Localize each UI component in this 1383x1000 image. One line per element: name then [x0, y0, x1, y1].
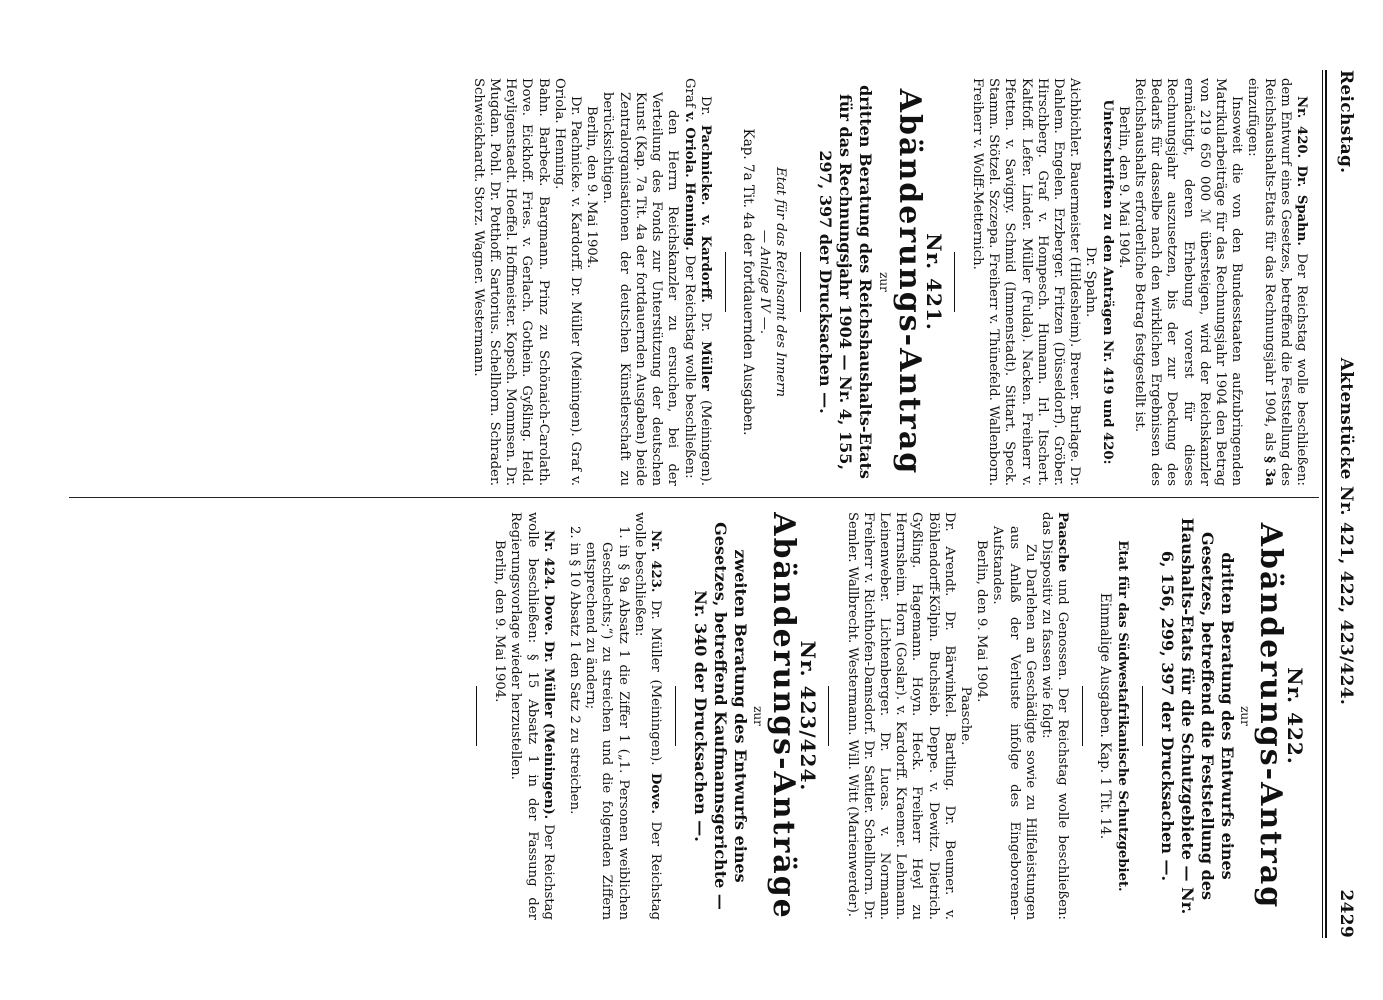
nr422-authors-rest: und Genossen. Der Reichstag wolle beschließen: das Dispositiv zu fassen wie folgt:: [1038, 512, 1071, 920]
right-column: [464, 512, 1309, 920]
nr423-authors: Dr. Müller (Meiningen).: [647, 600, 663, 766]
nr420-author: Dr. Spahn.: [1294, 165, 1309, 246]
nr424-paragraph: [507, 512, 556, 920]
nr422-subject: dritten Beratung des Entwurfs eines Gesetzes, betreffend die Feststellung des Haushalts-Etats für die Schutzgebiete — Nr. 6, 156, 299, 397 der Drucksachen —.: [1157, 517, 1237, 915]
nr423-zur: zur: [751, 706, 766, 726]
nr421-authors-pre: Dr.: [697, 96, 713, 116]
nr422-zur: zur: [1237, 706, 1252, 726]
nr421-etat: Etat für das Reichsamt des Innern: [773, 167, 789, 397]
nr423-paragraph: [631, 512, 663, 920]
left-column: [470, 78, 1309, 486]
nr423-item-2: 2. in § 10 Absatz 1 den Satz 2 zu streichen.: [566, 526, 582, 815]
nr422-names: Dr. Arendt. Dr. Bärwinkel. Bartling. Dr. Beumer. v. Böhlendorff-Kölpin. Buchsieb. Deppe. v. Dewitz. Dietrich. Gyßling. Hagemann. Hoyn. Heck. Freiherr Heyl zu Herrnsheim. Horn (Goslar). v. Kardorff. Kraemer. Lehmann. Leinenweber. Lichtenberger. Dr. Lucas. v. Normann. Freiherr v. Richthofen-Damsdorf. Dr. Sattler. Schellhorn. Dr. Semler. Wallbrecht. Westermann. Will. Witt (Marienwerder).: [844, 512, 957, 920]
nr422-authors-paragraph: [1038, 512, 1070, 920]
nr424-number: Nr. 424.: [540, 530, 556, 590]
nr422-kap: Einmalige Ausgaben. Kap. 1 Tit. 14.: [1097, 592, 1114, 840]
signatures-names: Aichbichler. Bauermeister (Hildesheim). Breuer. Burlage. Dr. Dahlem. Engelen. Erzberger. Fritzen (Düsseldorf). Gröber. Hirschberg. Graf v. Hompesch. Humann. Irl. Itschert. Kaltfoff. Lefer. Linder. Müller (Fulda). Nacken. Freiherr v. Pfetten. v. Savigny. Schmid (Immenstadt). Sittart. Speck. Stamm. Stötzel. Szczepa. Freiherr v. Thünefeld. Wallenborn. Freiherr v. Wolff-Metternich.: [969, 78, 1083, 486]
section-rule: [1082, 686, 1083, 746]
section-rule: [675, 686, 676, 746]
header-left: Reichstag.: [1336, 70, 1356, 174]
nr423-heading: Nr. 423/424.: [796, 640, 821, 792]
section-rule: [725, 252, 726, 312]
nr420-date: Berlin, den 9. Mai 1904.: [1115, 106, 1131, 269]
nr422-quote: Zu Darlehen an Geschädigte sowie zu Hilfeleistungen aus Anlaß der Verluste infolge des Eingeborenen-Aufstandes.: [990, 526, 1038, 920]
nr423-item-1: 1. in § 9a Absatz 1 die Ziffer 1 („1. Personen weiblichen Geschlechts;“) zu streichen und die folgenden Ziffern entsprechend zu ändern;: [583, 526, 631, 920]
nr420-paragraph: [1244, 78, 1309, 486]
nr421-authors-mid: Dr.: [697, 312, 713, 332]
nr422-authors: Paasche: [1055, 512, 1071, 573]
section-rule: [800, 252, 801, 312]
page-header: [1331, 70, 1361, 938]
nr421-title: Abänderungs-Antrag: [891, 88, 927, 476]
nr421-authors: Pachnicke. v. Kardorff.: [697, 124, 713, 303]
column-divider: [69, 497, 1319, 498]
section-rule: [828, 686, 829, 746]
nr424-text: Der Reichstag wolle beschließen: § 15 Absatz 1 in der Fassung der Regierungsvorlage wieder herzustellen.: [508, 512, 556, 920]
section-rule: [1142, 686, 1143, 746]
nr421-subject: dritten Beratung des Reichshaushalts-Etats für das Rechnungsjahr 1904 — Nr. 4, 155, 297, 397 der Drucksachen —.: [816, 85, 876, 479]
nr424-date: Berlin, den 9. Mai 1904.: [492, 540, 508, 703]
section-rule: [954, 252, 955, 312]
nr422-signature: Paasche.: [957, 686, 973, 746]
nr423-number: Nr. 423.: [647, 530, 663, 593]
nr421-text: den Herrn Reichskanzler zu ersuchen, bei der Verteilung des Fonds zur Unterstützung der deutschen Kunst (Kap. 7a Tit. 4a der fortdauernden Ausgaben) beide Zentralorganisationen der deutschen Künstlerschaft zu berücksichtigen.: [600, 92, 681, 486]
nr421-anlage: — Anlage IV —.: [757, 229, 773, 335]
nr421-authors-4: v. Oriola. Henning.: [681, 111, 697, 251]
nr421-kap: Kap. 7a Tit. 4a der fortdauernden Ausgaben.: [739, 128, 756, 436]
nr421-zur: zur: [876, 272, 891, 292]
section-rule: [476, 686, 477, 746]
nr420-text: Der Reichstag wolle beschließen: dem Entwurf eines Gesetzes, betreffend die Feststellung des Reichshaushalts-Etats für das Rechnungsjahr 1904, als: [1261, 78, 1309, 486]
nr422-date: Berlin, den 9. Mai 1904.: [974, 540, 990, 703]
nr421-authors-2: Müller: [697, 341, 713, 391]
signatures-heading: Unterschriften zu den Anträgen Nr. 419 und 420:: [1099, 99, 1115, 465]
nr423-author2: Dove.: [647, 773, 663, 814]
nr421-heading: Nr. 421.: [921, 233, 946, 331]
nr423-title: Abänderungs-Anträge: [766, 512, 802, 920]
header-rule: [1325, 70, 1327, 938]
nr421-authors-end: Der Reichstag wolle beschließen:: [681, 254, 697, 479]
header-title: Aktenstücke Nr. 421, 422, 423/424.: [1336, 357, 1356, 706]
nr423-subject: zweiten Beratung des Entwurfs eines Gesetzes, betreffend Kaufmannsgerichte — Nr. 340 der Drucksachen —.: [690, 522, 750, 910]
nr420-number: Nr. 420.: [1294, 96, 1309, 159]
nr420-text-end: einzufügen:: [1245, 78, 1261, 157]
nr421-signature: Dr. Pachnicke. v. Kardorff. Dr. Müller (Meiningen). Graf v. Oriola. Henning.: [551, 78, 584, 486]
nr422-etat: Etat für das Südwestafrikanische Schutzgebiet.: [1114, 540, 1130, 892]
nr421-date: Berlin, den 9. Mai 1904.: [584, 106, 600, 269]
header-rule-thin: [1322, 70, 1323, 938]
nr420-paragraph-ref: § 3a: [1261, 456, 1277, 486]
signatures-first: Dr. Spahn.: [1083, 246, 1099, 318]
nr424-authors: Dove. Dr. Müller (Meiningen).: [540, 594, 556, 820]
nr421-authors-paragraph: [680, 78, 712, 486]
nr423-text: Der Reichstag wolle beschließen:: [631, 512, 663, 921]
nr420-quote: Insoweit die von den Bundesstaaten aufzubringenden Matrikularbeiträge für das Rechnungsjahr 1904 den Betrag von 219 650 000 ℳ übersteigen, wird der Reichskanzler ermächtigt, deren Erhebung vorerst für dieses Rechnungsjahr auszusetzen, bis der zur Deckung des Bedarfs für dasselbe nach den wirklichen Ergebnissen des Reichshaushalts erforderliche Betrag festgestellt ist.: [1131, 78, 1245, 486]
nr421-authors-3: (Meiningen). Graf: [681, 78, 713, 486]
nr422-heading: Nr. 422.: [1283, 667, 1307, 765]
nr422-title: Abänderungs-Antrag: [1252, 522, 1288, 910]
nr421-names: Bahn. Barbeck. Bargmann. Prinz zu Schönaich-Carolath. Dove. Eickhoff. Fries. v. Gerlach. Gothein. Gyßling. Held. Heyligenstaedt. Hoeffel. Hoffmeister. Kopsch. Mommsen. Dr. Mugdan. Pohl. Dr. Potthoff. Sartorius. Schellhorn. Schrader. Schweickhardt. Storz. Wagner. Westermann.: [470, 78, 551, 486]
page-number: 2429: [1336, 889, 1356, 938]
